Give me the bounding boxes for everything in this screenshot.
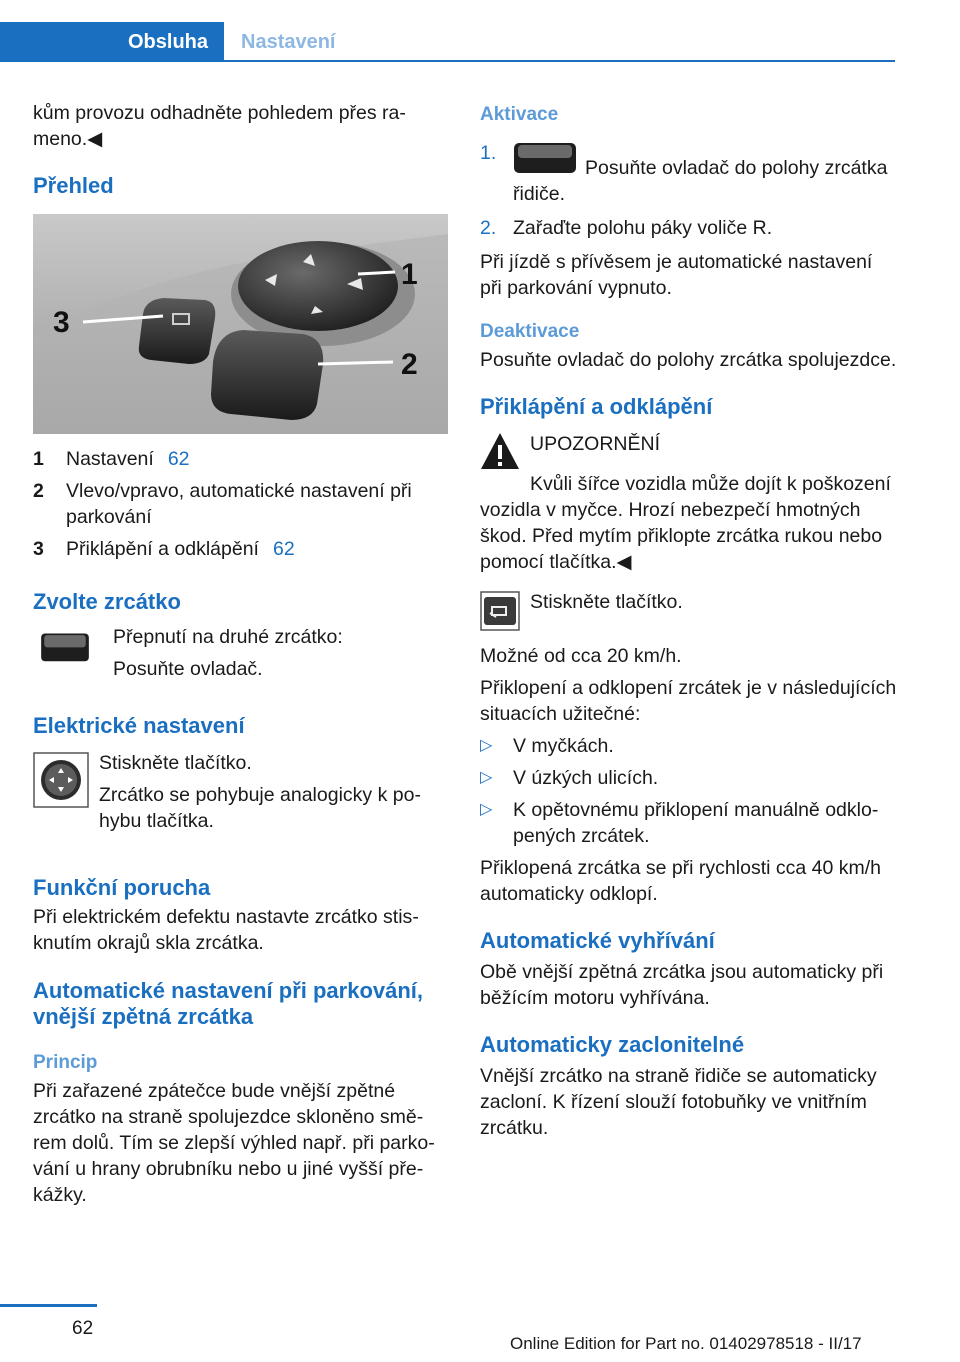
tab-nastaveni[interactable]: Nastavení bbox=[241, 31, 336, 53]
list-item: ▷ V myčkách. bbox=[480, 735, 614, 757]
mirror-control-photo bbox=[33, 214, 448, 434]
left-column bbox=[33, 100, 448, 1214]
principle-heading: Princip bbox=[33, 1052, 98, 1073]
warning-title: UPOZORNĚNÍ bbox=[530, 433, 661, 455]
step-1: 1. Posuňte ovladač do polohy zrcátka řidiče. bbox=[480, 142, 888, 205]
page-ref-link[interactable]: 62 bbox=[167, 448, 190, 470]
parking-adjust-heading: Automatické nastavení při parkování, vnější zpětná zrcátka bbox=[33, 978, 424, 1029]
warning-text: Kvůli šířce vozidla může dojít k poškození vozidla v myčce. Hrozí nebezpečí hmotných škod. Před mytím přiklopte zrcátka rukou nebo pomocí tlačítka.◀ bbox=[480, 473, 891, 573]
right-column bbox=[480, 100, 898, 1147]
page-ref-link[interactable]: 62 bbox=[272, 538, 295, 560]
electric-adjust-heading: Elektrické nastavení bbox=[33, 713, 245, 738]
mirror-switch-icon bbox=[33, 632, 97, 672]
fold-auto-text: Přiklopená zrcátka se při rychlosti cca 40 km/h automaticky odklopí. bbox=[480, 857, 881, 905]
step-2: 2. Zařaďte polohu páky voliče R. bbox=[480, 217, 773, 239]
dimming-text: Vnější zrcátko na straně řidiče se automaticky zacloní. K řízení slouží fotobuňky ve vnitřním zrcátku. bbox=[480, 1065, 877, 1139]
fold-mirror-button-icon bbox=[480, 591, 520, 631]
intro-text: kům provozu odhadněte pohledem přes rameno.◀ bbox=[33, 102, 406, 150]
warning-block bbox=[480, 431, 898, 471]
malfunction-text: Při elektrickém defektu nastavte zrcátko stisknutím okrajů skla zrcátka. bbox=[33, 906, 419, 954]
triangle-bullet-icon: ▷ bbox=[480, 737, 493, 754]
list-item: ▷ K opětovnému přiklopení manuálně odklopených zrcátek. bbox=[480, 799, 879, 847]
warning-triangle-icon bbox=[480, 431, 520, 471]
trailer-text: Při jízdě s přívěsem je automatické nastavení při parkování vypnuto. bbox=[480, 251, 873, 299]
photo-label-3: 3 bbox=[53, 306, 70, 339]
fold-usage-list bbox=[480, 733, 898, 849]
select-mirror-heading: Zvolte zrcátko bbox=[33, 589, 181, 614]
malfunction-heading: Funkční porucha bbox=[33, 875, 211, 900]
deactivation-heading: Deaktivace bbox=[480, 321, 580, 342]
fold-button-block: Stiskněte tlačítko. bbox=[480, 589, 898, 631]
dimming-heading: Automaticky zaclonitelné bbox=[480, 1032, 745, 1057]
fold-usage-text: Přiklopení a odklopení zrcátek je v následujících situacích užitečné: bbox=[480, 677, 897, 725]
heating-heading: Automatické vyhřívání bbox=[480, 928, 715, 953]
select-mirror-block: Přepnutí na druhé zrcátko: Posuňte ovladač. bbox=[33, 624, 448, 688]
header-tabbar bbox=[0, 22, 895, 62]
photo-label-2: 2 bbox=[401, 348, 418, 381]
fold-speed-text: Možné od cca 20 km/h. bbox=[480, 645, 682, 667]
page-number: 62 bbox=[72, 1318, 94, 1339]
edition-text: Online Edition for Part no. 01402978518 - II/17 bbox=[510, 1334, 862, 1353]
footer-line bbox=[0, 1304, 97, 1307]
triangle-bullet-icon: ▷ bbox=[480, 769, 493, 786]
triangle-bullet-icon: ▷ bbox=[480, 801, 493, 818]
legend-item-1: 1 Nastavení 62 bbox=[33, 448, 190, 470]
principle-text: Při zařazené zpátečce bude vnější zpětné zrcátko na straně spolujezdce skloněno směrem dolů. Tím se zlepší výhled např. při parkování u hrany obrubníku nebo u jiné vyšší překážky. bbox=[33, 1080, 435, 1206]
activation-heading: Aktivace bbox=[480, 104, 559, 125]
activation-steps bbox=[480, 140, 898, 241]
tab-obsluha[interactable]: Obsluha bbox=[0, 22, 224, 62]
list-item: ▷ V úzkých ulicích. bbox=[480, 767, 659, 789]
electric-adjust-block: Stiskněte tlačítko. Zrcátko se pohybuje analogicky k pohybu tlačítka. bbox=[33, 750, 448, 840]
overview-heading: Přehled bbox=[33, 173, 114, 198]
fold-heading: Přiklápění a odklápění bbox=[480, 394, 713, 419]
direction-pad-icon bbox=[33, 752, 89, 808]
photo-label-1: 1 bbox=[401, 258, 418, 291]
heating-text: Obě vnější zpětná zrcátka jsou automaticky při běžícím motoru vyhřívána. bbox=[480, 961, 884, 1009]
deactivation-text: Posuňte ovladač do polohy zrcátka spolujezdce. bbox=[480, 349, 897, 371]
mirror-switch-icon bbox=[513, 140, 577, 176]
legend-item-2: 2 Vlevo/vpravo, automatické nastavení při parkování bbox=[33, 480, 412, 528]
legend-item-3: 3 Přiklápění a odklápění 62 bbox=[33, 538, 295, 560]
